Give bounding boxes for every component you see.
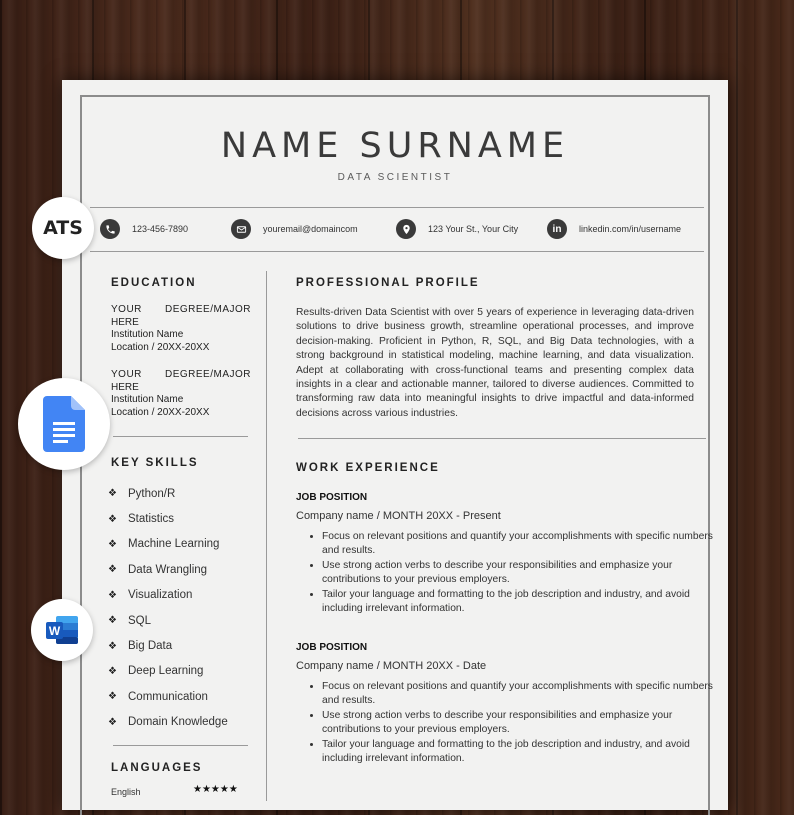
- list-item: • Focus on relevant positions and quantify your accomplishments with specific numbers and results.: [322, 680, 714, 709]
- edu-institution: Institution Name: [111, 394, 184, 405]
- divider: [113, 745, 248, 746]
- profile-heading: PROFESSIONAL PROFILE: [296, 277, 480, 289]
- skill-label: Statistics: [128, 513, 175, 526]
- edu-location: Location / 20XX-20XX: [111, 406, 210, 418]
- candidate-name: NAME SURNAME: [220, 126, 570, 166]
- microsoft-word-icon: [46, 616, 78, 644]
- divider: [90, 251, 704, 252]
- list-item: [108, 684, 228, 709]
- google-docs-icon: [43, 396, 85, 452]
- ats-label: ATS: [43, 217, 83, 239]
- education-heading: EDUCATION: [111, 277, 197, 289]
- phone-text: 123-456-7890: [132, 224, 189, 234]
- job-company: Company name / MONTH 20XX - Present: [296, 510, 501, 522]
- edu-your: YOUR: [111, 369, 142, 380]
- list-item: • Use strong action verbs to describe your responsibilities and emphasize your contributions to your previous employers.: [322, 559, 714, 588]
- diamond-bullet-icon: ❖: [108, 615, 117, 627]
- phone-icon: [100, 219, 120, 239]
- ats-badge: [32, 197, 94, 259]
- skill-label: Python/R: [128, 487, 176, 500]
- list-item: [108, 608, 228, 633]
- list-item: [108, 583, 228, 608]
- list-item: [108, 481, 228, 506]
- list-item: [108, 633, 228, 658]
- education-item: [111, 369, 251, 419]
- skill-label: Big Data: [128, 640, 173, 653]
- word-letter: W: [48, 624, 61, 638]
- list-item: [108, 532, 228, 557]
- language-name: English: [111, 787, 141, 797]
- job-company: Company name / MONTH 20XX - Date: [296, 660, 487, 672]
- list-item: [108, 506, 228, 531]
- language-rating-stars: ★★★★★: [193, 784, 238, 795]
- column-divider: [266, 271, 267, 801]
- contact-address: [396, 218, 518, 240]
- diamond-bullet-icon: ❖: [108, 716, 117, 728]
- skills-list: [108, 481, 228, 735]
- job-bullets: [300, 530, 714, 616]
- diamond-bullet-icon: ❖: [108, 665, 117, 677]
- skill-label: SQL: [128, 614, 152, 627]
- list-item: • Focus on relevant positions and quantify your accomplishments with specific numbers and results.: [322, 530, 714, 559]
- contact-email: [231, 218, 358, 240]
- location-pin-icon: [396, 219, 416, 239]
- mail-icon: [231, 219, 251, 239]
- address-text: 123 Your St., Your City: [428, 224, 519, 234]
- linkedin-text: linkedin.com/in/username: [579, 224, 682, 234]
- skill-label: Domain Knowledge: [128, 716, 228, 729]
- skill-label: Communication: [128, 690, 208, 703]
- skill-label: Deep Learning: [128, 665, 204, 678]
- diamond-bullet-icon: ❖: [108, 488, 117, 500]
- candidate-title: DATA SCIENTIST: [337, 172, 453, 183]
- languages-heading: LANGUAGES: [111, 762, 203, 774]
- divider: [298, 438, 706, 439]
- divider: [113, 436, 248, 437]
- list-item: [108, 710, 228, 735]
- diamond-bullet-icon: ❖: [108, 513, 117, 525]
- job-bullets: [300, 680, 714, 766]
- list-item: • Tailor your language and formatting to the job description and industry, and avoid including irrelevant information.: [322, 738, 714, 767]
- diamond-bullet-icon: ❖: [108, 564, 117, 576]
- profile-text: Results-driven Data Scientist with over 5 years of experience in leveraging data-driven solutions to drive business growth, streamline operational processes, and improve decision-making. Proficient in Python, R, SQL, and Big Data technologies, with a strong background in statistical modeling, machine learning, and data visualization. Adept at collaborating with cross-functional teams and presenting complex data insights in a clear and actionable manner, tailored to diverse audiences. Committed to transforming raw data into meaningful insights to drive impactful and data-informed decisions across various industries.: [296, 307, 694, 419]
- diamond-bullet-icon: ❖: [108, 589, 117, 601]
- list-item: • Tailor your language and formatting to the job description and industry, and avoid including irrelevant information.: [322, 588, 714, 617]
- contact-linkedin: [547, 218, 681, 240]
- skill-label: Visualization: [128, 589, 193, 602]
- edu-degree: DEGREE/MAJOR: [164, 369, 251, 380]
- list-item: [108, 557, 228, 582]
- contact-phone: [100, 218, 188, 240]
- email-text: youremail@domaincom: [263, 224, 358, 234]
- diamond-bullet-icon: ❖: [108, 538, 117, 550]
- edu-here: HERE: [111, 381, 139, 393]
- experience-heading: WORK EXPERIENCE: [296, 462, 440, 474]
- google-docs-badge: [18, 378, 110, 470]
- skill-label: Data Wrangling: [128, 563, 208, 576]
- edu-degree: DEGREE/MAJOR: [164, 304, 251, 315]
- job-position: JOB POSITION: [296, 492, 368, 503]
- diamond-bullet-icon: ❖: [108, 691, 117, 703]
- job-position: JOB POSITION: [296, 642, 368, 653]
- linkedin-icon: in: [547, 219, 567, 239]
- divider: [90, 207, 704, 208]
- edu-your: YOUR: [111, 304, 142, 315]
- edu-institution: Institution Name: [111, 329, 184, 340]
- edu-location: Location / 20XX-20XX: [111, 341, 210, 353]
- education-item: [111, 304, 251, 354]
- edu-here: HERE: [111, 316, 139, 328]
- skills-heading: KEY SKILLS: [111, 457, 199, 469]
- list-item: • Use strong action verbs to describe your responsibilities and emphasize your contributions to your previous employers.: [322, 709, 714, 738]
- skill-label: Machine Learning: [128, 538, 220, 551]
- diamond-bullet-icon: ❖: [108, 640, 117, 652]
- word-badge: [31, 599, 93, 661]
- list-item: [108, 659, 228, 684]
